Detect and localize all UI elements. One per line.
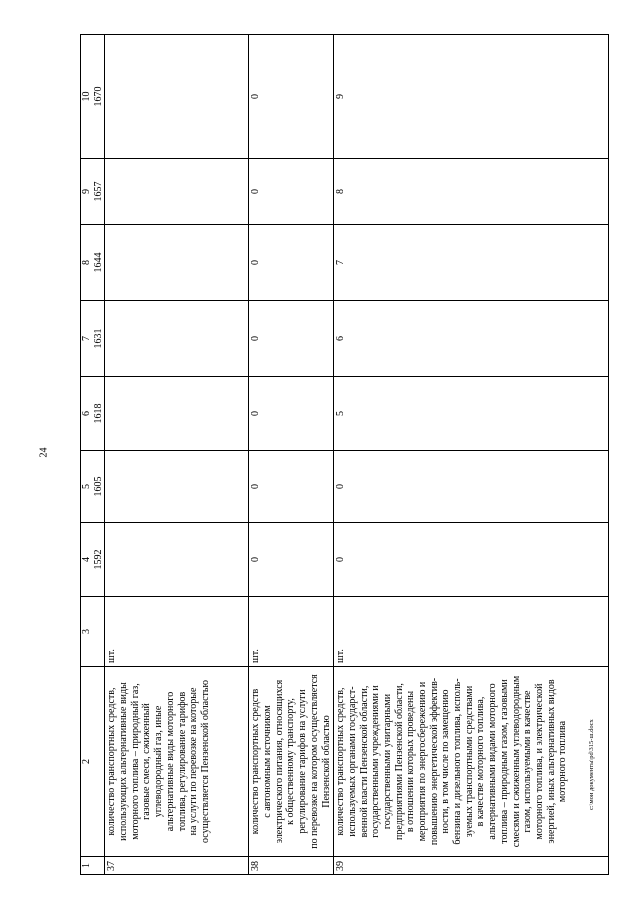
value-cell — [105, 35, 249, 159]
year-value: 1644 — [92, 252, 104, 273]
unit-cell: шт. — [334, 597, 609, 667]
value-cell: 5 — [334, 377, 609, 451]
description-line: зуемых транспортными средствами — [463, 685, 475, 838]
description-line: газом, используемыми в качестве — [522, 690, 534, 833]
description-line: к общественному транспорту, — [285, 698, 297, 825]
description-line: в отношении которых проведены — [405, 690, 417, 833]
header-cell — [81, 857, 105, 875]
description-line: по перевозке на котором осуществляется — [308, 674, 320, 849]
year-value: 1605 — [92, 476, 104, 497]
description-line: моторного топлива — [557, 720, 569, 803]
description-line: мероприятия по энергосбережению и — [417, 681, 428, 842]
description-line: количество транспортных средств, — [106, 687, 118, 836]
value-cell: 6 — [334, 301, 609, 377]
description-line: Пензенской областью — [320, 715, 332, 808]
header-cell — [81, 301, 105, 377]
description-line: топлива, регулирование тарифов — [176, 691, 188, 832]
description-line: на услуги по перевозке на которые — [188, 687, 200, 836]
description-line: регулирование тарифов на услуги — [297, 689, 309, 834]
year-value: 1670 — [92, 86, 104, 107]
header-cell — [81, 523, 105, 597]
description-line: с автономным источником — [262, 705, 274, 818]
indicator-description — [105, 667, 249, 857]
value-cell: 7 — [334, 225, 609, 301]
table-row — [334, 35, 609, 875]
value-cell: 0 — [249, 35, 334, 159]
description-line: повышению энергетической эффектив- — [428, 677, 440, 846]
page-number: 24 — [38, 447, 50, 458]
value-cell: 0 — [249, 523, 334, 597]
description-line: ности, в том числе по замещению — [440, 689, 452, 834]
value-cell — [105, 451, 249, 523]
column-number: 1 — [81, 863, 92, 868]
description-line: количество транспортных средств, — [335, 687, 347, 836]
column-number: 3 — [81, 629, 92, 634]
description-line: газовые смеси, сжиженный — [141, 703, 153, 820]
value-cell: 9 — [334, 35, 609, 159]
footer-file-path: c:\мои документы\pd\315-ш.docx — [588, 719, 595, 810]
header-cell — [81, 377, 105, 451]
year-value: 1618 — [92, 403, 104, 424]
value-cell: 0 — [334, 451, 609, 523]
header-row — [81, 35, 105, 875]
column-number: 10 — [81, 91, 92, 102]
column-number: 2 — [81, 759, 92, 764]
unit-cell: шт. — [249, 597, 334, 667]
header-cell — [81, 451, 105, 523]
description-line: количество транспортных средств — [250, 688, 262, 835]
description-line: бензина и дизельного топлива, исполь- — [452, 678, 464, 845]
rotated-table-container — [80, 35, 609, 875]
description-line: углеводородный газ, иные — [153, 705, 165, 818]
column-number: 7 — [81, 336, 92, 341]
table-row — [105, 35, 249, 875]
value-cell — [105, 523, 249, 597]
header-cell — [81, 667, 105, 857]
year-value: 1631 — [92, 328, 104, 349]
description-line: топлива – природным газом, газовыми — [498, 679, 510, 844]
value-cell: 8 — [334, 159, 609, 225]
description-line: энергией, иных альтернативных видов — [545, 679, 557, 844]
header-cell — [81, 35, 105, 159]
value-cell: 0 — [249, 159, 334, 225]
description-line: моторного топлива – природный газ, — [129, 683, 141, 840]
description-line: государственными унитарными — [381, 693, 393, 830]
value-cell — [105, 225, 249, 301]
value-cell: 0 — [249, 451, 334, 523]
row-number: 38 — [249, 857, 334, 875]
description-line: государственными учреждениями и — [370, 685, 382, 838]
unit-cell: шт. — [105, 597, 249, 667]
year-value: 1657 — [92, 181, 104, 202]
row-number: 39 — [334, 857, 609, 875]
value-cell — [105, 377, 249, 451]
row-number: 37 — [105, 857, 249, 875]
table-row — [249, 35, 334, 875]
value-cell: 0 — [249, 301, 334, 377]
value-cell — [105, 159, 249, 225]
description-line: в качестве моторного топлива, — [475, 696, 487, 827]
description-line: альтернативные виды моторного — [164, 691, 176, 832]
description-line: электрического питания, относящихся — [273, 679, 285, 844]
indicator-description — [334, 667, 609, 857]
column-number: 9 — [81, 189, 92, 194]
header-cell — [81, 159, 105, 225]
description-line: моторного топлива, и электрической — [533, 683, 545, 840]
description-line: осуществляется Пензенской областью — [199, 680, 211, 843]
description-line: альтернативными видами моторного — [487, 683, 499, 840]
indicator-description — [249, 667, 334, 857]
column-number: 6 — [81, 411, 92, 416]
description-line: предприятиями Пензенской области, — [393, 683, 405, 840]
description-line: венной власти Пензенской области, — [358, 685, 370, 838]
value-cell: 0 — [249, 377, 334, 451]
value-cell: 0 — [334, 523, 609, 597]
value-cell — [105, 301, 249, 377]
indicator-table — [80, 34, 609, 875]
column-number: 4 — [81, 557, 92, 562]
description-line: смесями и сжиженным углеводородным — [510, 675, 522, 848]
value-cell: 0 — [249, 225, 334, 301]
column-number: 5 — [81, 484, 92, 489]
description-line: используемых органами государст- — [346, 686, 358, 837]
header-cell — [81, 225, 105, 301]
header-cell — [81, 597, 105, 667]
year-value: 1592 — [92, 549, 104, 570]
column-number: 8 — [81, 260, 92, 265]
description-line: использующих альтернативные виды — [118, 682, 130, 841]
